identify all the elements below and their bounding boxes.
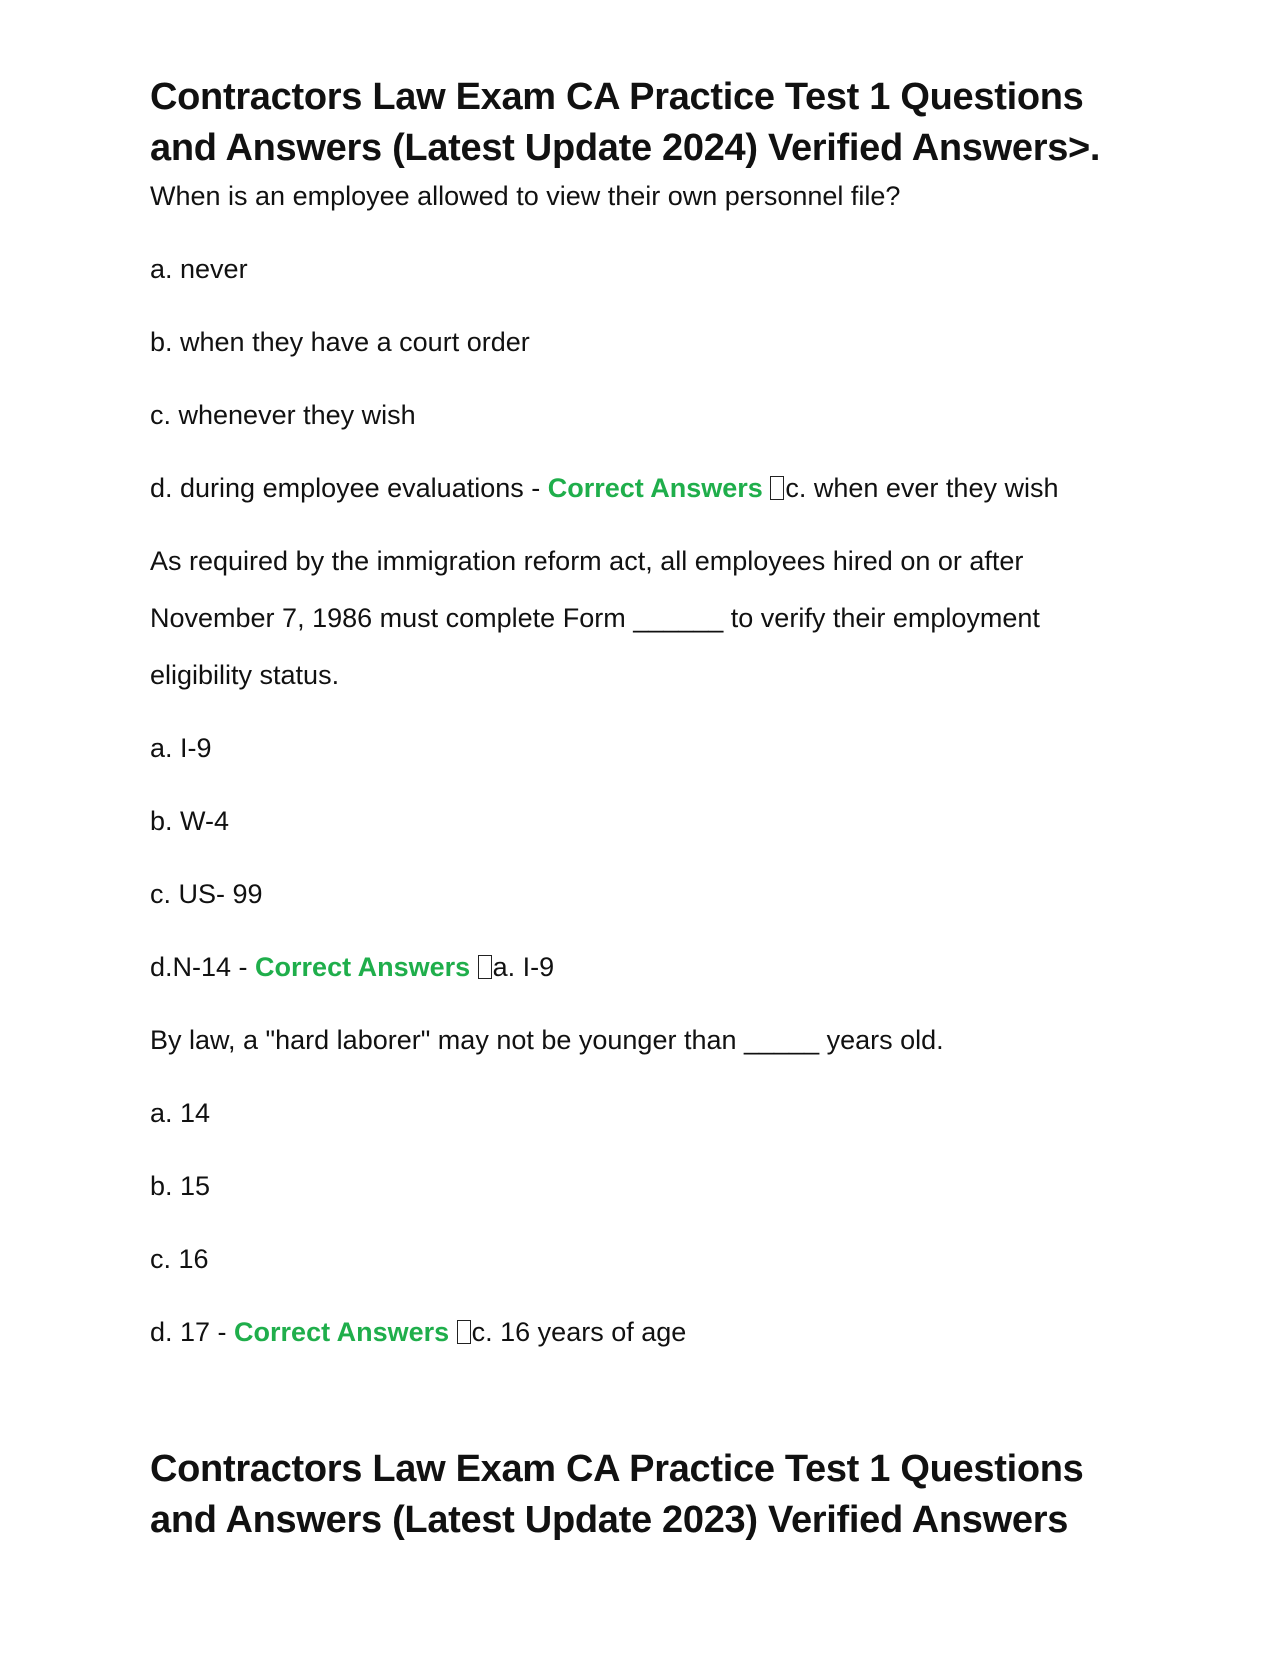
q2-answer: a. I-9 <box>492 952 555 982</box>
document-title: Contractors Law Exam CA Practice Test 1 Questions and Answers (Latest Update 2024) Verified Answers>. <box>150 76 1101 169</box>
q1-answer: c. when ever they wish <box>785 473 1059 503</box>
correct-answers-label: Correct Answers <box>255 952 471 982</box>
q2-option-c: c. US- 99 <box>150 879 263 909</box>
q3-option-c: c. 16 <box>150 1244 209 1274</box>
q3-option-a: a. 14 <box>150 1098 211 1128</box>
question-2-line-2: November 7, 1986 must complete Form ______ to verify their employment <box>150 603 1040 633</box>
document-page <box>150 72 1140 174</box>
question-2-line-1: As required by the immigration reform act, all employees hired on or after <box>150 546 1024 576</box>
missing-glyph-icon <box>770 476 784 500</box>
correct-answers-label: Correct Answers <box>234 1317 450 1347</box>
q3-option-b: b. 15 <box>150 1171 211 1201</box>
q3-option-d: d. 17 - <box>150 1317 235 1347</box>
q1-option-d: d. during employee evaluations - <box>150 473 548 503</box>
q3-answer: c. 16 years of age <box>471 1317 687 1347</box>
q2-option-d: d.N-14 - <box>150 952 256 982</box>
q3-option-d-answer <box>150 1314 686 1350</box>
q2-option-a: a. I-9 <box>150 733 212 763</box>
q1-option-b: b. when they have a court order <box>150 327 530 357</box>
q2-option-d-answer <box>150 949 554 985</box>
question-1: When is an employee allowed to view their own personnel file? <box>150 181 901 211</box>
q2-option-b: b. W-4 <box>150 806 230 836</box>
q1-option-d-answer <box>150 470 1058 506</box>
document-title-repeat: Contractors Law Exam CA Practice Test 1 Questions and Answers (Latest Update 2023) Verified Answers <box>150 1448 1084 1541</box>
q1-option-c: c. whenever they wish <box>150 400 416 430</box>
question-2-line-3: eligibility status. <box>150 660 340 690</box>
missing-glyph-icon <box>457 1320 471 1344</box>
question-3: By law, a "hard laborer" may not be younger than _____ years old. <box>150 1025 944 1055</box>
correct-answers-label: Correct Answers <box>547 473 763 503</box>
missing-glyph-icon <box>478 955 492 979</box>
q1-option-a: a. never <box>150 254 248 284</box>
